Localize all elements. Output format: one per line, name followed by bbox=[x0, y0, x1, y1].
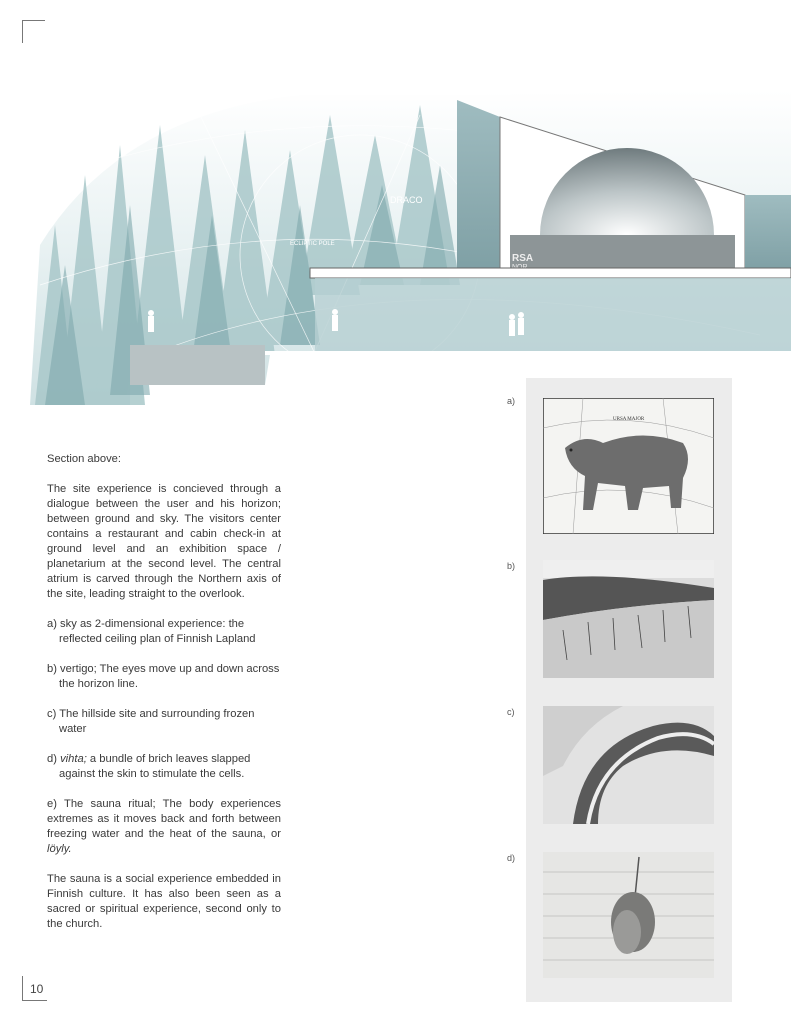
section-description bbox=[47, 452, 281, 947]
ground-block bbox=[130, 345, 265, 385]
item-c: c) The hillside site and surrounding frozen water bbox=[47, 708, 255, 735]
svg-text:URSA MAJOR: URSA MAJOR bbox=[613, 417, 645, 422]
section-drawing bbox=[0, 55, 791, 410]
item-d: d) vihta; a bundle of brich leaves slapped against the skin to stimulate the cells. bbox=[47, 753, 251, 780]
label-a: a) bbox=[507, 396, 516, 406]
svg-text:DRACO: DRACO bbox=[390, 195, 423, 205]
svg-text:RSA: RSA bbox=[512, 253, 534, 264]
closing-paragraph: The sauna is a social experience embedded in Finnish culture. It has also been seen as a sacred or spiritual experience, second only to the church. bbox=[47, 873, 281, 930]
corner-crop-mark bbox=[22, 20, 45, 43]
snowy-hillside-photo bbox=[543, 560, 714, 678]
label-d: d) bbox=[507, 853, 516, 863]
page-number: 10 bbox=[30, 982, 44, 996]
section-heading: Section above: bbox=[47, 453, 122, 465]
item-b: b) vertigo; The eyes move up and down across the horizon line. bbox=[47, 663, 280, 690]
ursa-major-star-chart bbox=[543, 398, 714, 534]
item-e: e) The sauna ritual; The body experiences extremes as it moves back and forth between freezing water and the heat of the sauna, or löyly. bbox=[47, 798, 281, 855]
intro-paragraph: The site experience is concieved through a dialogue between the user and his horizon; between ground and sky. The visitors center contains a restaurant and cabin check-in at ground level and an exhibition space / planetarium at the second level. The central atrium is carved through the Northern axis of the site, leading straight to the overlook. bbox=[47, 483, 281, 600]
vihta-on-wood-photo bbox=[543, 852, 714, 978]
svg-text:ECLIPTIC POLE: ECLIPTIC POLE bbox=[290, 241, 335, 247]
item-a: a) sky as 2-dimensional experience: the reflected ceiling plan of Finnish Lapland bbox=[47, 618, 256, 645]
frozen-river-aerial-photo bbox=[543, 706, 714, 824]
label-c: c) bbox=[507, 707, 515, 717]
label-b: b) bbox=[507, 561, 516, 571]
